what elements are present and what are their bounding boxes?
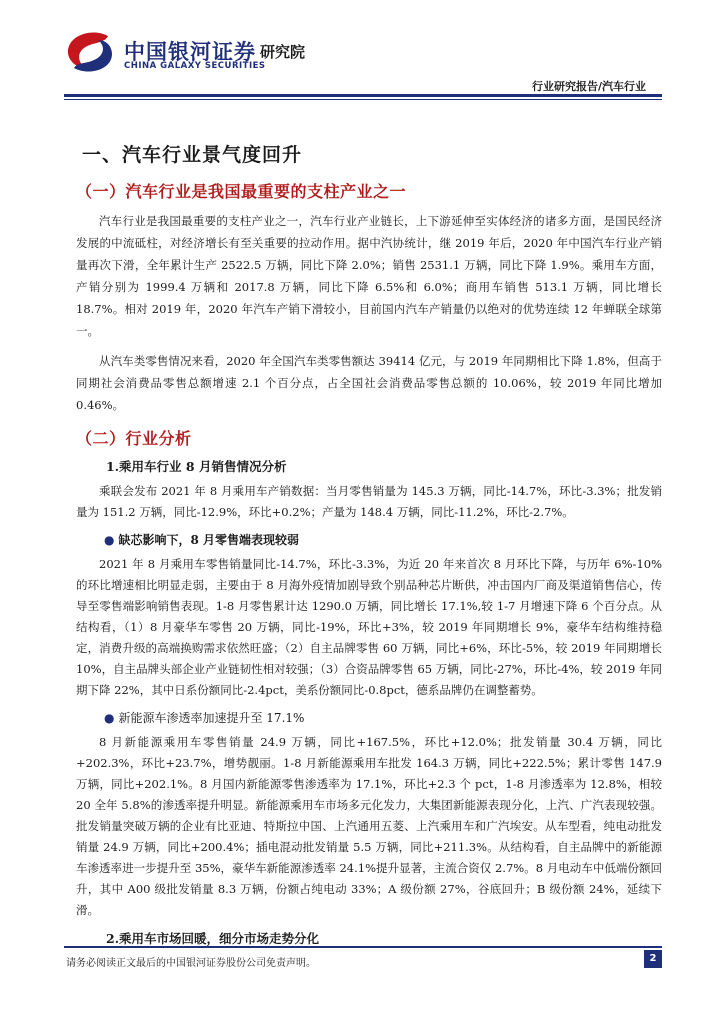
bullet-dot-icon: ● [104, 711, 115, 725]
brand-name-cn: 中国银河证券 [124, 40, 256, 64]
page-header [0, 0, 724, 100]
header-divider-thin [64, 99, 662, 100]
paragraph-retail-sales: 从汽车类零售情况来看，2020 年全国汽车类零售额达 39414 亿元，与 2019 年同期相比下降 1.8%，但高于同期社会消费品零售总额增速 2.1 个百分点，占全国社会消费品零售总额的 10.06%，较 2019 年同比增加 0.46%。 [76, 354, 662, 412]
subsection-title-1: （一）汽车行业是我国最重要的支柱产业之一 [76, 182, 407, 201]
footer-disclaimer: 请务必阅读正文最后的中国银河证券股份公司免责声明。 [66, 958, 316, 969]
bullet-dot-icon: ● [104, 533, 115, 547]
heading-market-recovery: 2.乘用车市场回暖，细分市场走势分化 [106, 931, 320, 946]
brand-institute: 研究院 [260, 43, 306, 61]
header-divider [64, 94, 662, 97]
bullet-nev-penetration: ● 新能源车渗透率加速提升至 17.1% [104, 711, 305, 725]
heading-august-sales: 1.乘用车行业 8 月销售情况分析 [106, 459, 287, 474]
china-galaxy-logo-icon [64, 30, 116, 74]
page-number: 2 [644, 950, 662, 968]
section-title: 一、汽车行业景气度回升 [82, 144, 303, 166]
brand-name-en: CHINA GALAXY SECURITIES [124, 61, 266, 71]
subsection-title-2: （二）行业分析 [76, 429, 192, 448]
paragraph-chip-shortage: 2021 年 8 月乘用车零售销量同比-14.7%，环比-3.3%，为近 20 年来首次 8 月环比下降，与历年 6%-10%的环比增速相比明显走弱，主要由于 8 月海外疫情加剧导致个别品种芯片断供，冲击国内厂商及渠道销售信心，传导至零售端影响销售表现。1-8 月零售累计达 1290.0 万辆，同比增长 17.1%,较 1-7 月增速下降 6 个百分点。从结构看，（1）8 月豪华车零售 20 万辆，同比-19%，环比+3%，较 2019 年同期增长 9%，豪华车结构维持稳定，消费升级的高端换购需求依然旺盛；（2）自主品牌零售 60 万辆，同比+6%，环比-5%，较 2019 年同期增长 10%，自主品牌头部企业产业链韧性相对较强；（3）合资品牌零售 65 万辆，同比-27%，环比-4%，较 2019 年同期下降 22%，其中日系份额同比-2.4pct，美系份额同比-0.8pct，德系品牌仍在调整蓄势。 [76, 557, 662, 697]
bullet-chip-shortage: ● 缺芯影响下，8 月零售端表现较弱 [104, 533, 300, 547]
footer-divider [64, 946, 662, 948]
paragraph-industry-overview: 汽车行业是我国最重要的支柱产业之一，汽车行业产业链长，上下游延伸至实体经济的诸多方面，是国民经济发展的中流砥柱，对经济增长有至关重要的拉动作用。据中汽协统计，继 2019 年后，2020 年中国汽车行业产销量再次下滑，全年累计生产 2522.5 万辆，同比下降 2.0%；销售 2531.1 万辆，同比下降 1.9%。乘用车方面，产销分别为 1999.4 万辆和 2017.8 万辆，同比下降 6.5%和 6.0%；商用车销售 513.1 万辆，同比增长 18.7%。相对 2019 年，2020 年汽车产销下滑较小，目前国内汽车产销量仍以绝对的优势连续 12 年蝉联全球第一。 [76, 214, 662, 338]
paragraph-cpca-data: 乘联会发布 2021 年 8 月乘用车产销数据：当月零售销量为 145.3 万辆，同比-14.7%，环比-3.3%；批发销量为 151.2 万辆，同比-12.9%，环比+0.2%；产量为 148.4 万辆，同比-11.2%，环比-2.7%。 [76, 484, 662, 519]
paragraph-nev: 8 月新能源乘用车零售销量 24.9 万辆，同比+167.5%，环比+12.0%；批发销量 30.4 万辆，同比+202.3%，环比+23.7%，增势靓丽。1-8 月新能源乘用车批发 164.3 万辆，同比+222.5%；累计零售 147.9 万辆，同比+202.1%。8 月国内新能源零售渗透率为 17.1%，环比+2.3 个 pct，1-8 月渗透率为 12.8%，相较 20 全年 5.8%的渗透率提升明显。新能源乘用车市场多元化发力，大集团新能源表现分化，上汽、广汽表现较强。批发销量突破万辆的企业有比亚迪、特斯拉中国、上汽通用五菱、上汽乘用车和广汽埃安。从车型看，纯电动批发销量 24.9 万辆，同比+200.4%；插电混动批发销量 5.5 万辆，同比+211.3%。从结构看，自主品牌中的新能源车渗透率进一步提升至 35%，豪华车新能源渗透率 24.1%提升显著，主流合资仅 2.7%。8 月电动车中低端份额回升，其中 A00 级批发销量 8.3 万辆，份额占纯电动 33%；A 级份额 27%，谷底回升；B 级份额 24%，延续下滑。 [76, 735, 662, 917]
report-type-label: 行业研究报告/汽车行业 [531, 80, 646, 93]
report-body [76, 140, 662, 953]
